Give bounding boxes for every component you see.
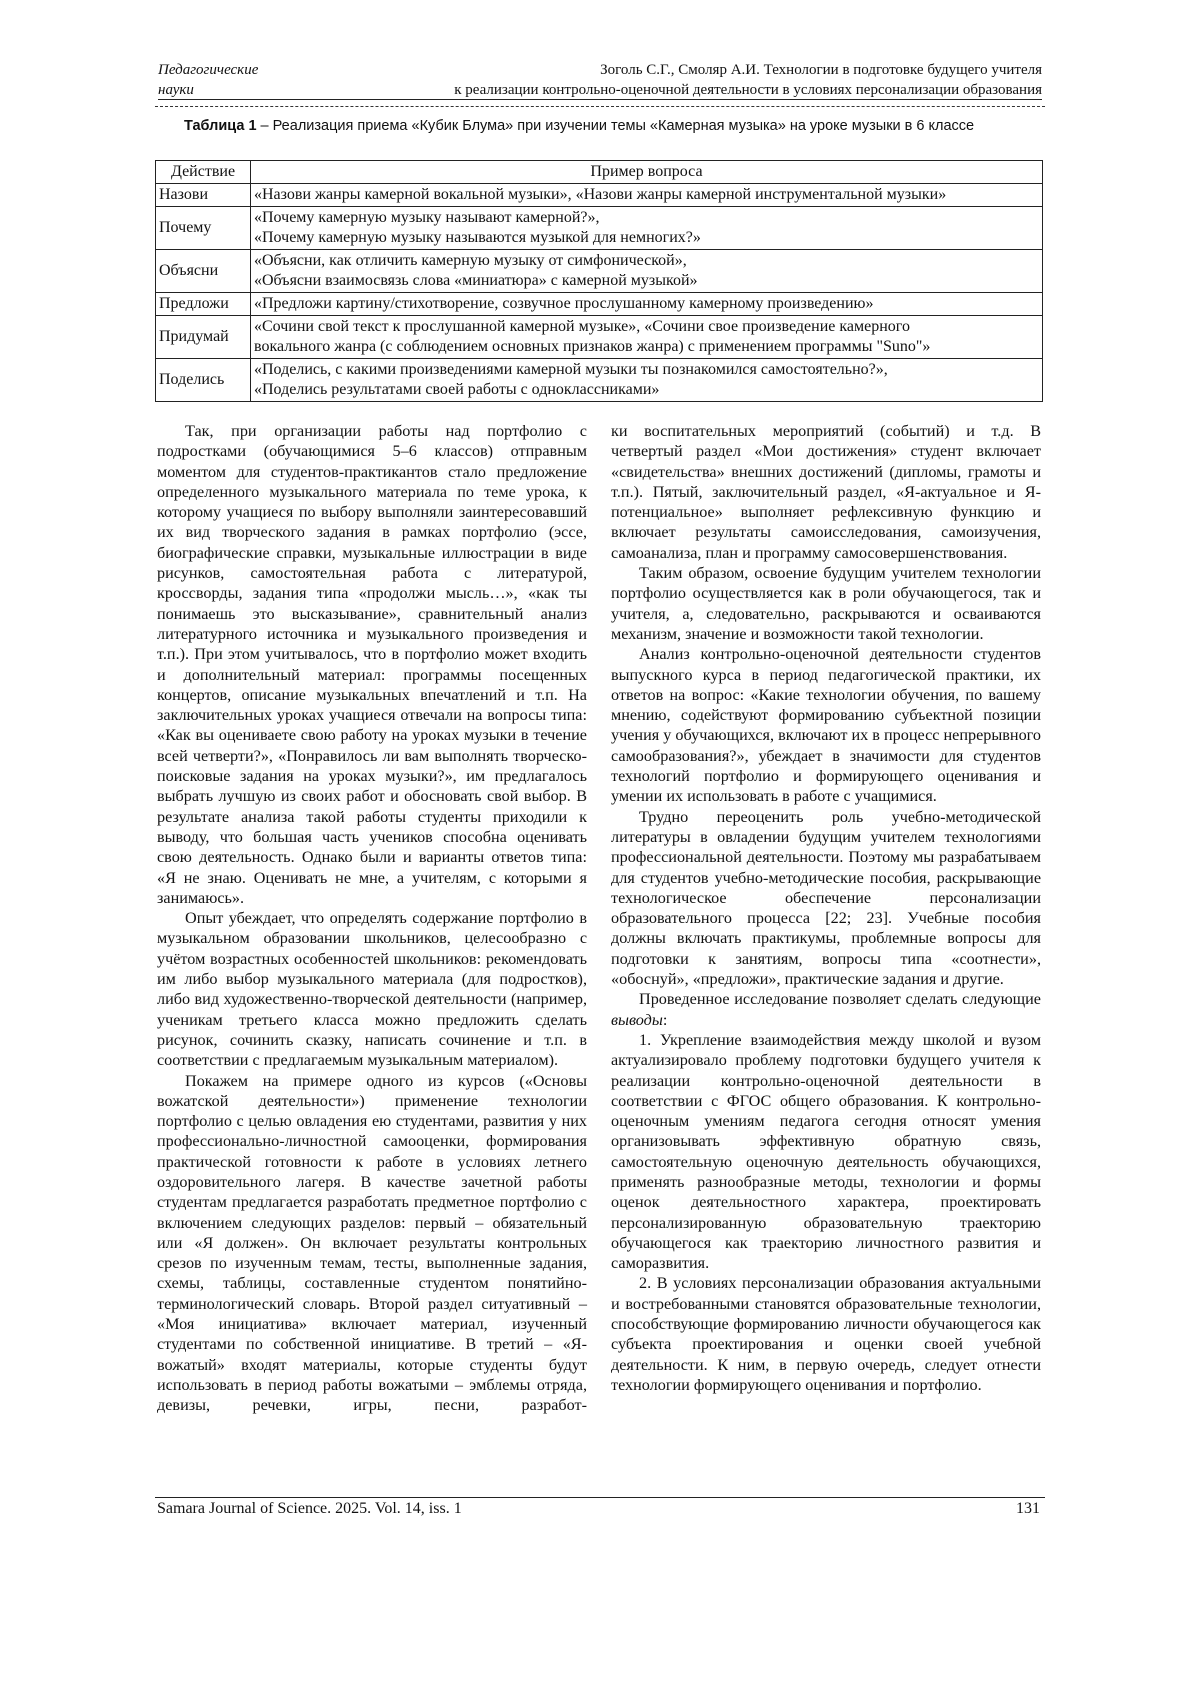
table-row: [156, 359, 1043, 402]
example-cell: [251, 316, 1043, 359]
paragraph-continued: ки воспитательных мероприятий (событий) и т.д. В четвертый раздел «Мои достижения» студент включает «свидетельства» внешних достижений (дипломы, грамоты и т.п.). Пятый, заключительный раздел, «Я-актуальное и Я-потенциальное» выполняет рефлексивную функцию и включает результаты самоисследования, самоизучения, самоанализа, план и программу самосовершенствования.: [611, 421, 1041, 563]
conclusion-item: 1. Укрепление взаимодействия между школой и вузом актуализировало проблему подготовки будущего учителя к реализации контрольно-оценочной деятельности в соответствии с ФГОС общего образования. К контрольно-оценочным умениям педагога сегодня относят умения организовывать эффективную обратную связь, самостоятельную оценочную деятельность обучающихся, применять разнообразные методы, технологии и формы оценок деятельностного характера, проектировать персонализированную образовательную траекторию обучающегося как траекторию личностного развития и саморазвития.: [611, 1030, 1041, 1274]
example-line: «Назови жанры камерной вокальной музыки», «Назови жанры камерной инструментальной музыки»: [254, 185, 1039, 205]
conclusion-item: 2. В условиях персонализации образования актуальными и востребованными становятся образовательные технологии, способствующие формированию личности обучающегося как субъекта проектирования и оценки своей учебной деятельности. К ним, в первую очередь, следует отнести технологии формирующего оценивания и портфолио.: [611, 1273, 1041, 1395]
table-row: [156, 316, 1043, 359]
paragraph: Анализ контрольно-оценочной деятельности студентов выпускного курса в период педагогической практики, их ответов на вопрос: «Какие технологии обучения, по вашему мнению, содействуют формированию субъектной позиции учения у обучающихся, включают их в процесс непрерывного самообразования?», убеждает в значимости для студентов технологий портфолио и формирующего оценивания и умении их использовать в работе с учащимися.: [611, 644, 1041, 806]
example-line: «Сочини свой текст к прослушанной камерной музыке», «Сочини свое произведение камерного: [254, 317, 1039, 337]
bloom-cube-table: [155, 160, 1043, 402]
example-line: «Поделись, с какими произведениями камерной музыки ты познакомился самостоятельно?»,: [254, 360, 1039, 380]
title-line-2: к реализации контрольно-оценочной деятельности в условиях персонализации образования: [454, 80, 1042, 100]
running-header-title: [454, 60, 1042, 100]
example-line: вокального жанра (с соблюдением основных признаков жанра) с применением программы "Suno"»: [254, 337, 1039, 357]
example-line: «Объясни, как отличить камерную музыку от симфонической»,: [254, 251, 1039, 271]
example-cell: [251, 293, 1043, 316]
page-number: 131: [1016, 1500, 1040, 1518]
example-cell: [251, 359, 1043, 402]
paragraph: Покажем на примере одного из курсов («Основы вожатской деятельности») применение технологии портфолио с целью овладения ею студентами, развития у них профессионально-личностной самооценки, формирования практической готовности к работе в условиях летнего оздоровительного лагеря. В качестве зачетной работы студентам предлагается разработать предметное портфолио с включением следующих разделов: первый – обязательный или «Я должен». Он включает результаты контрольных срезов по изученным темам, тесты, выполненные задания, схемы, таблицы, составленные студентом понятийно-терминологический словарь. Второй раздел ситуативный – «Моя инициатива» включает материал, изученный студентами по собственной инициативе. В третий – «Я-вожатый» входят материалы, которые студенты будут использовать в период работы вожатыми – эмблемы отряда, девизы, речевки, игры, песни, разработ-: [157, 1071, 587, 1416]
table-row: [156, 293, 1043, 316]
paragraph: Так, при организации работы над портфолио с подростками (обучающимися 5–6 классов) отправным моментом для студентов-практикантов стало предложение определенного музыкального материала по теме урока, к которому учащиеся по выбору выполняли заинтересовавший их вид творческого задания в рамках портфолио (эссе, биографические справки, музыкальные иллюстрации в виде рисунков, самостоятельная работа с литературой, кроссворды, задания типа «продолжи мысль…», «как ты понимаешь это высказывание», сравнительный анализ литературного источника и музыкального произведения и т.п.). При этом учитывалось, что в портфолио может входить и дополнительный материал: программы посещенных концертов, описание музыкальных впечатлений и т.п. На заключительных уроках учащиеся отвечали на вопросы типа: «Как вы оцениваете свою работу на уроках музыки в течение всей четверти?», «Понравилось ли вам выполнять творческо-поисковые задания на уроках музыки?», им предлагалось выбрать лучшую из своих работ и обосновать свой выбор. В результате анализа такой работы студенты приходили к выводу, что большая часть учеников способна оценивать свою деятельность. Однако были и варианты ответов типа: «Я не знаю. Оценивать не мне, а учителям, с которыми я занимаюсь».: [157, 421, 587, 908]
right-column: [611, 421, 1041, 1395]
conclusions-word: выводы: [611, 1011, 663, 1029]
running-header-section: [158, 60, 258, 100]
action-cell: Придумай: [156, 316, 251, 359]
example-line: «Предложи картину/стихотворение, созвучное прослушанному камерному произведению»: [254, 294, 1039, 314]
footer-journal: Samara Journal of Science. 2025. Vol. 14, iss. 1: [157, 1500, 462, 1518]
left-column: [157, 421, 587, 1416]
action-cell: Поделись: [156, 359, 251, 402]
table-caption-label: Таблица 1: [184, 118, 257, 134]
table-header-row: [156, 161, 1043, 184]
example-cell: [251, 184, 1043, 207]
example-line: «Поделись результатами своей работы с одноклассниками»: [254, 380, 1039, 400]
conclusions-intro: [611, 989, 1041, 1030]
paragraph: Опыт убеждает, что определять содержание портфолио в музыкальном образовании школьников, целесообразно с учётом возрастных особенностей школьников: рекомендовать им либо выбор музыкального материала (для подростков), либо вид художественно-творческой деятельности (например, ученикам третьего класса можно предложить сделать рисунок, сочинить сказку, написать сочинение и т.п. в соответствии с предлагаемым музыкальным материалом).: [157, 908, 587, 1070]
action-cell: Объясни: [156, 250, 251, 293]
action-cell: Почему: [156, 207, 251, 250]
example-line: «Объясни взаимосвязь слова «миниатюра» с камерной музыкой»: [254, 271, 1039, 291]
conclusions-intro-text: Проведенное исследование позволяет сделать следующие: [639, 990, 1041, 1008]
example-cell: [251, 250, 1043, 293]
table-row: [156, 207, 1043, 250]
example-line: «Почему камерную музыку называют камерной?»,: [254, 208, 1039, 228]
paragraph: Трудно переоценить роль учебно-методической литературы в овладении будущим учителем технологиями профессиональной деятельности. Поэтому мы разрабатываем для студентов учебно-методические пособия, раскрывающие технологическое обеспечение персонализации образовательного процесса [22; 23]. Учебные пособия должны включать практикумы, проблемные вопросы для подготовки к занятиям, вопросы типа «соотнести», «обоснуй», «предложи», практические задания и другие.: [611, 807, 1041, 990]
table-row: [156, 184, 1043, 207]
action-cell: Назови: [156, 184, 251, 207]
column-header-action: Действие: [156, 161, 251, 184]
action-cell: Предложи: [156, 293, 251, 316]
section-line-1: Педагогические: [158, 60, 258, 80]
table-caption: [158, 116, 1042, 137]
section-line-2: науки: [158, 80, 258, 100]
header-rule: [158, 99, 1042, 100]
title-line-1: Зоголь С.Г., Смоляр А.И. Технологии в подготовке будущего учителя: [454, 60, 1042, 80]
paragraph: Таким образом, освоение будущим учителем технологии портфолио осуществляется как в роли обучающегося, так и учителя, а, следовательно, раскрываются и осваиваются механизм, значение и возможности такой технологии.: [611, 563, 1041, 644]
example-cell: [251, 207, 1043, 250]
conclusions-colon: :: [663, 1011, 668, 1029]
footer-rule: [155, 1497, 1045, 1498]
column-header-example: Пример вопроса: [251, 161, 1043, 184]
table-caption-text: – Реализация приема «Кубик Блума» при изучении темы «Камерная музыка» на уроке музыки в 6 классе: [257, 118, 975, 134]
table-row: [156, 250, 1043, 293]
header-dashed-divider: [155, 106, 1045, 107]
example-line: «Почему камерную музыку называются музыкой для немногих?»: [254, 228, 1039, 248]
